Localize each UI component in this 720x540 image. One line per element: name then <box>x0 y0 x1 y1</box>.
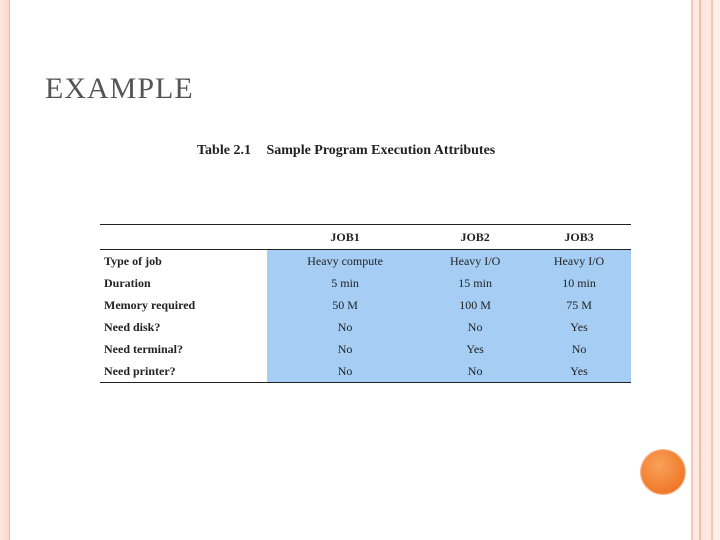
attributes-table-container <box>100 224 631 383</box>
table-row <box>100 316 631 338</box>
cell-value: No <box>527 338 631 360</box>
row-label-need-disk: Need disk? <box>100 316 267 338</box>
attributes-table <box>100 224 631 383</box>
cell-value: No <box>267 316 423 338</box>
table-caption <box>197 143 495 159</box>
column-header-job2: JOB2 <box>423 225 527 250</box>
cell-value: Yes <box>527 360 631 383</box>
table-row <box>100 272 631 294</box>
table-header-row <box>100 225 631 250</box>
cell-value: No <box>423 316 527 338</box>
row-label-need-printer: Need printer? <box>100 360 267 383</box>
table-corner-cell <box>100 225 267 250</box>
table-caption-number: Table 2.1 <box>197 143 251 158</box>
table-row <box>100 338 631 360</box>
table-row <box>100 250 631 273</box>
cell-value: 50 M <box>267 294 423 316</box>
cell-value: Yes <box>527 316 631 338</box>
row-label-need-terminal: Need terminal? <box>100 338 267 360</box>
cell-value: No <box>267 338 423 360</box>
row-label-type-of-job: Type of job <box>100 250 267 273</box>
left-decorative-border <box>0 0 10 540</box>
column-header-job3: JOB3 <box>527 225 631 250</box>
cell-value: Yes <box>423 338 527 360</box>
orange-circle-ornament <box>641 450 685 494</box>
table-row <box>100 294 631 316</box>
slide-title: EXAMPLE <box>45 72 194 105</box>
cell-value: 5 min <box>267 272 423 294</box>
cell-value: No <box>423 360 527 383</box>
cell-value: 15 min <box>423 272 527 294</box>
cell-value: No <box>267 360 423 383</box>
cell-value: 100 M <box>423 294 527 316</box>
row-label-memory-required: Memory required <box>100 294 267 316</box>
row-label-duration: Duration <box>100 272 267 294</box>
cell-value: Heavy compute <box>267 250 423 273</box>
table-caption-text: Sample Program Execution Attributes <box>266 143 496 158</box>
right-decorative-border <box>689 0 720 540</box>
cell-value: Heavy I/O <box>527 250 631 273</box>
table-row <box>100 360 631 383</box>
cell-value: 10 min <box>527 272 631 294</box>
column-header-job1: JOB1 <box>267 225 423 250</box>
cell-value: 75 M <box>527 294 631 316</box>
cell-value: Heavy I/O <box>423 250 527 273</box>
